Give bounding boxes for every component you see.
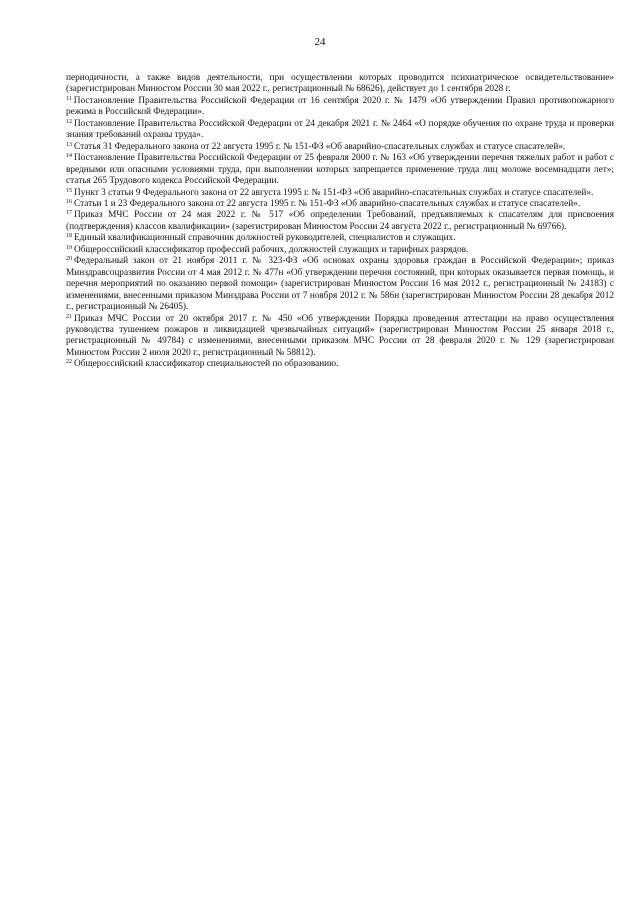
footnote-22 xyxy=(66,359,614,370)
footnote-continuation xyxy=(66,73,614,96)
footnote-text: Общероссийский классификатор профессий рабочих, должностей служащих и тарифных разрядов. xyxy=(74,244,469,255)
footnote-18 xyxy=(66,233,614,244)
footnote-text: Статьи 1 и 23 Федерального закона от 22 августа 1995 г. № 151-ФЗ «Об аварийно-спасательных службах и статусе спасателей». xyxy=(74,198,581,209)
footnote-mark: 12 xyxy=(66,118,72,125)
footnote-text: Постановление Правительства Российской Федерации от 24 декабря 2021 г. № 2464 «О порядке обучения по охране труда и проверки знания требований охраны труда». xyxy=(66,118,614,141)
footnote-mark: 19 xyxy=(66,244,72,251)
page-number: 24 xyxy=(314,36,326,48)
footnote-mark: 18 xyxy=(66,233,72,240)
footnote-mark: 13 xyxy=(66,141,72,148)
footnote-text: Статья 31 Федерального закона от 22 августа 1995 г. № 151-ФЗ «Об аварийно-спасательных службах и статусе спасателей». xyxy=(74,141,566,152)
footnote-20 xyxy=(66,256,614,313)
footnote-mark: 21 xyxy=(66,313,72,320)
footnote-21 xyxy=(66,314,614,360)
footnote-text: Федеральный закон от 21 ноября 2011 г. № 323-ФЗ «Об основах охраны здоровья граждан в Российской Федерации»; приказ Минздравсоцразвития России от 4 мая 2012 г. № 477н «Об утверждении перечня состояний, при которых оказывается первая помощь, и перечня мероприятий по оказанию первой помощи» (зарегистрирован Минюстом России 16 мая 2012 г., регистрационный № 24183) с изменениями, внесенными приказом Минздрава России от 7 ноября 2012 г. № 586н (зарегистрирован Минюстом России 28 декабря 2012 г., регистрационный № 26405). xyxy=(66,256,614,313)
footnote-15 xyxy=(66,188,614,199)
footnote-text: Общероссийский классификатор специальностей по образованию. xyxy=(74,359,339,370)
footnote-text: Постановление Правительства Российской Федерации от 25 февраля 2000 г. № 163 «Об утверждении перечня тяжелых работ и работ с вредными или опасными условиями труда, при выполнении которых запрещается применение труда лиц моложе восемнадцати лет»; статья 265 Трудового кодекса Российской Федерации. xyxy=(66,153,614,187)
footnote-12 xyxy=(66,119,614,142)
footnote-mark: 20 xyxy=(66,256,72,263)
footnote-text: Единый квалификационный справочник должностей руководителей, специалистов и служащих. xyxy=(74,233,456,244)
footnote-mark: 15 xyxy=(66,187,72,194)
footnote-text: Приказ МЧС России от 20 октября 2017 г. № 450 «Об утверждении Порядка проведения аттестации на право осуществления руководства тушением пожаров и ликвидацией чрезвычайных ситуаций» (зарегистрирован Минюстом России 25 января 2018 г., регистрационный № 49784) с изменениями, внесенными приказом МЧС России от 28 февраля 2020 г. № 129 (зарегистрирован Минюстом России 2 июля 2020 г., регистрационный № 58812). xyxy=(66,313,614,358)
footnote-19 xyxy=(66,245,614,256)
footnote-17 xyxy=(66,210,614,233)
footnotes-list xyxy=(66,73,614,371)
footnote-14 xyxy=(66,153,614,187)
footnote-mark: 16 xyxy=(66,198,72,205)
footnote-mark: 11 xyxy=(66,95,72,102)
footnote-text: периодичности, а также видов деятельности, при осуществлении которых проводится психиатрическое освидетельствование» (зарегистрирован Минюстом России 30 мая 2022 г., регистрационный № 68626), действует до 1 сентября 2028 г. xyxy=(66,73,614,95)
footnote-text: Постановление Правительства Российской Федерации от 16 сентября 2020 г. № 1479 «Об утверждении Правил противопожарного режима в Российской Федерации». xyxy=(66,95,614,118)
footnote-16 xyxy=(66,199,614,210)
footnote-text: Приказ МЧС России от 24 мая 2022 г. № 517 «Об определении Требований, предъявляемых к спасателям для присвоения (подтверждения) классов квалификации» (зарегистрирован Минюстом России 24 августа 2022 г., регистрационный № 69766). xyxy=(66,210,614,232)
footnote-mark: 14 xyxy=(66,153,72,160)
footnote-11 xyxy=(66,96,614,119)
footnote-13 xyxy=(66,142,614,153)
footnote-mark: 22 xyxy=(66,359,72,366)
footnote-mark: 17 xyxy=(66,210,72,217)
footnote-text: Пункт 3 статьи 9 Федерального закона от 22 августа 1995 г. № 151-ФЗ «Об аварийно-спасательных службах и статусе спасателей». xyxy=(74,187,594,198)
